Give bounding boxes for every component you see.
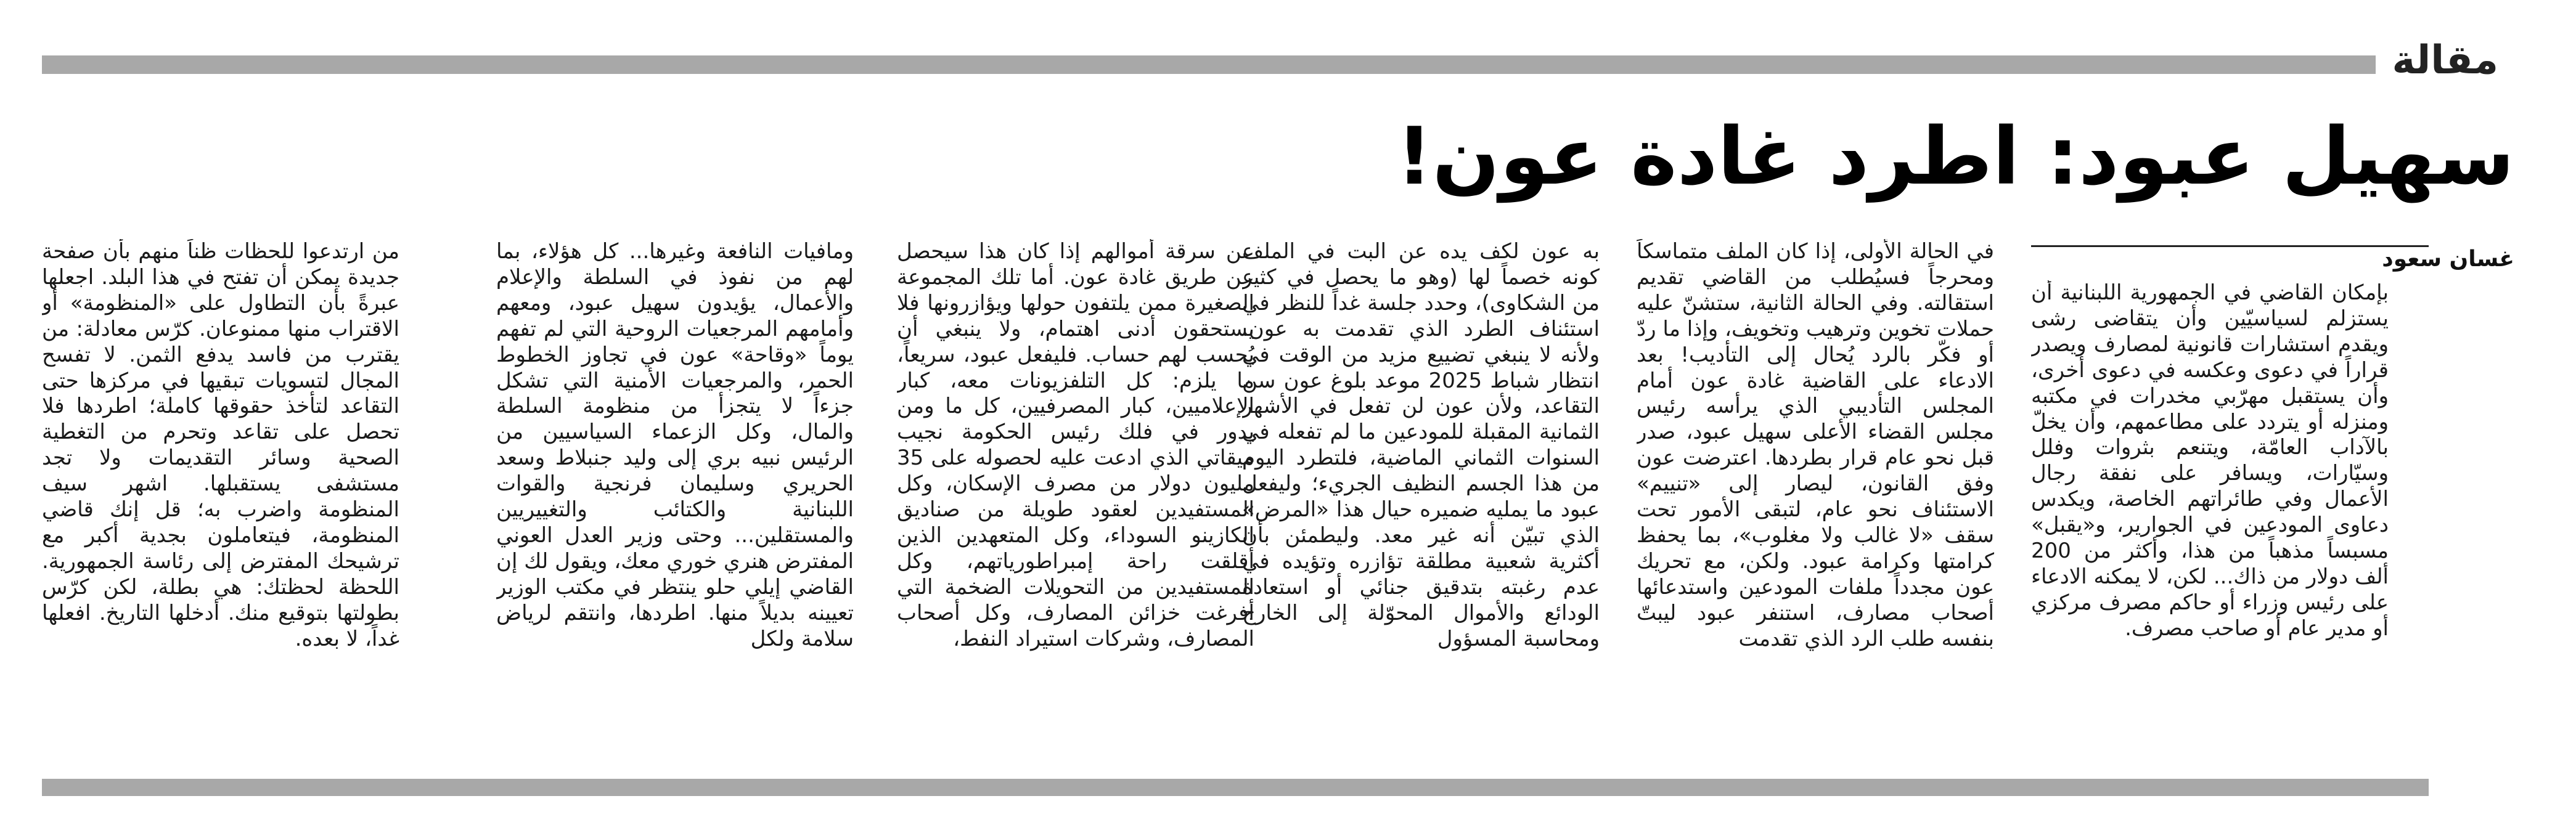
column-text: من ارتدعوا للحظات ظناً منهم بأن صفحة جديدة يمكن أن تفتح في هذا البلد. اجعلها عبرةً بأن التطاول على «المنظومة» أو الاقتراب منها ممنوعان. كرّس معادلة: من يقترب من فاسد يدفع الثمن. لا تفسح المجال لتسويات تبقيها في مركزها حتى التقاعد لتأخذ حقوقها كاملة؛ اطردها فلا تحصل على تقاعد وتحرم من التغطية الصحية وسائر التقديمات ولا تجد مستشفى يستقبلها. اشهر سيف المنظومة واضرب به؛ قل إنك قاضي المنظومة، فيتعاملون بجدية أكبر مع ترشيحك المفترض إلى رئاسة الجمهورية. اللحظة لحظتك: هي بطلة، لكن كرّس بطولتها بتوقيع منك. أدخلها التاريخ. افعلها غداً، لا بعده. bbox=[42, 239, 399, 651]
top-rule bbox=[42, 55, 2429, 74]
bottom-rule bbox=[42, 779, 2429, 796]
article-column-5 bbox=[496, 239, 854, 767]
article-column-3 bbox=[1242, 239, 1600, 767]
article-column-6 bbox=[42, 239, 399, 726]
headline: سهيل عبود: اطرد غادة عون! bbox=[1396, 111, 2514, 203]
author-byline: غسان سعود bbox=[2382, 246, 2514, 272]
column-text: عن سرقة أموالهم إذا كان هذا سيحصل عن طريق غادة عون. أما تلك المجموعة الصغيرة ممن يلتفون حولها ويؤازرونها فلا يستحقون أدنى اهتمام، ولا ينبغي أن يُحسب لهم حساب. فليفعل عبود، سريعاً، ما يلزم: كل التلفزيونات معه، كبار الإعلاميين، كبار المصرفيين، كل ما ومن يدور في فلك رئيس الحكومة نجيب ميقاتي الذي ادعت عليه لحصوله على 35 مليون دولار من مصرف الإسكان، وكل المستفيدين لعقود طويلة من صناديق الكازينو السوداء، وكل المتعهدين الذين أقلقت راحة إمبراطورياتهم، وكل المستفيدين من التحويلات الضخمة التي أفرغت خزائن المصارف، وكل أصحاب المصارف، وشركات استيراد النفط، bbox=[897, 239, 1254, 651]
column-text: بإمكان القاضي في الجمهورية اللبنانية أن يستزلم لسياسيّين وأن يتقاضى رشى ويقدم استشارات قانونية لمصارف ويصدر قراراً في دعوى وعكسه في دعوى أخرى، وأن يستقبل مهرّبي مخدرات في مكتبه ومنزله أو يتردد على مطاعمهم، وأن يخلّ بالآداب العامّة، ويتنعم بثروات وفلل وسيّارات، ويسافر على نفقة رجال الأعمال وفي طائراتهم الخاصة، ويكدس دعاوى المودعين في الجوارير، و«يقبل» مسبساً مذهباً من هذا، وأكثر من 200 ألف دولار من ذاك... لكن، لا يمكنه الادعاء على رئيس وزراء أو حاكم مصرف مركزي أو مدير عام أو صاحب مصرف. bbox=[2031, 280, 2389, 641]
article-column-2 bbox=[1637, 239, 1994, 767]
section-label: مقالة bbox=[2376, 32, 2514, 89]
article-column-1 bbox=[2031, 280, 2389, 767]
column-text: ومافيات النافعة وغيرها... كل هؤلاء، بما لهم من نفوذ في السلطة والإعلام والأعمال، يؤيدون سهيل عبود، ومعهم وأمامهم المرجعيات الروحية التي لم تفهم يوماً «وقاحة» عون في تجاوز الخطوط الحمر، والمرجعيات الأمنية التي تشكل جزءاً لا يتجزأ من منظومة السلطة والمال، وكل الزعماء السياسيين من الرئيس نبيه بري إلى وليد جنبلاط وسعد الحريري وسليمان فرنجية والقوات اللبنانية والكتائب والتغييريين والمستقلين... وحتى وزير العدل العوني المفترض هنري خوري معك، ويقول لك إن القاضي إيلي حلو ينتظر في مكتب الوزير تعيينه بديلاً منها. اطردها، وانتقم لرياض سلامة ولكل bbox=[496, 239, 854, 651]
column-text: به عون لكف يده عن البت في الملف كونه خصماً لها (وهو ما يحصل في كثير من الشكاوى)، وحدد جلسة غداً للنظر في استئناف الطرد الذي تقدمت به عون. ولأنه لا ينبغي تضييع مزيد من الوقت في انتظار شباط 2025 موعد بلوغ عون سن التقاعد، ولأن عون لن تفعل في الأشهر الثمانية المقبلة للمودعين ما لم تفعله في السنوات الثماني الماضية، فلتطرد اليوم من هذا الجسم النظيف الجريء؛ وليفعل عبود ما يمليه ضميره حيال هذا «المرض» الذي تبيّن أنه غير معد. وليطمئن بأن أكثرية شعبية مطلقة تؤازره وتؤيده في عدم رغبته بتدقيق جنائي أو استعادة الودائع والأموال المحوّلة إلى الخارج ومحاسبة المسؤول bbox=[1242, 239, 1600, 651]
article-column-4 bbox=[897, 239, 1254, 767]
column-text: في الحالة الأولى، إذا كان الملف متماسكاً ومحرجاً فسيُطلب من القاضي تقديم استقالته. وفي الحالة الثانية، ستشنّ عليه حملات تخوين وترهيب وتخويف، وإذا ما ردّ أو فكّر بالرد يُحال إلى التأديب! بعد الادعاء على القاضية غادة عون أمام المجلس التأديبي الذي يرأسه رئيس مجلس القضاء الأعلى سهيل عبود، صدر قبل نحو عام قرار بطردها. اعترضت عون وفق القانون، ليصار إلى «تنييم» الاستئناف نحو عام، لتبقى الأمور تحت سقف «لا غالب ولا مغلوب»، بما يحفظ كرامتها وكرامة عبود. ولكن، مع تحريك عون مجدداً ملفات المودعين واستدعائها أصحاب مصارف، استنفر عبود ليبتّ بنفسه طلب الرد الذي تقدمت bbox=[1637, 239, 1994, 651]
